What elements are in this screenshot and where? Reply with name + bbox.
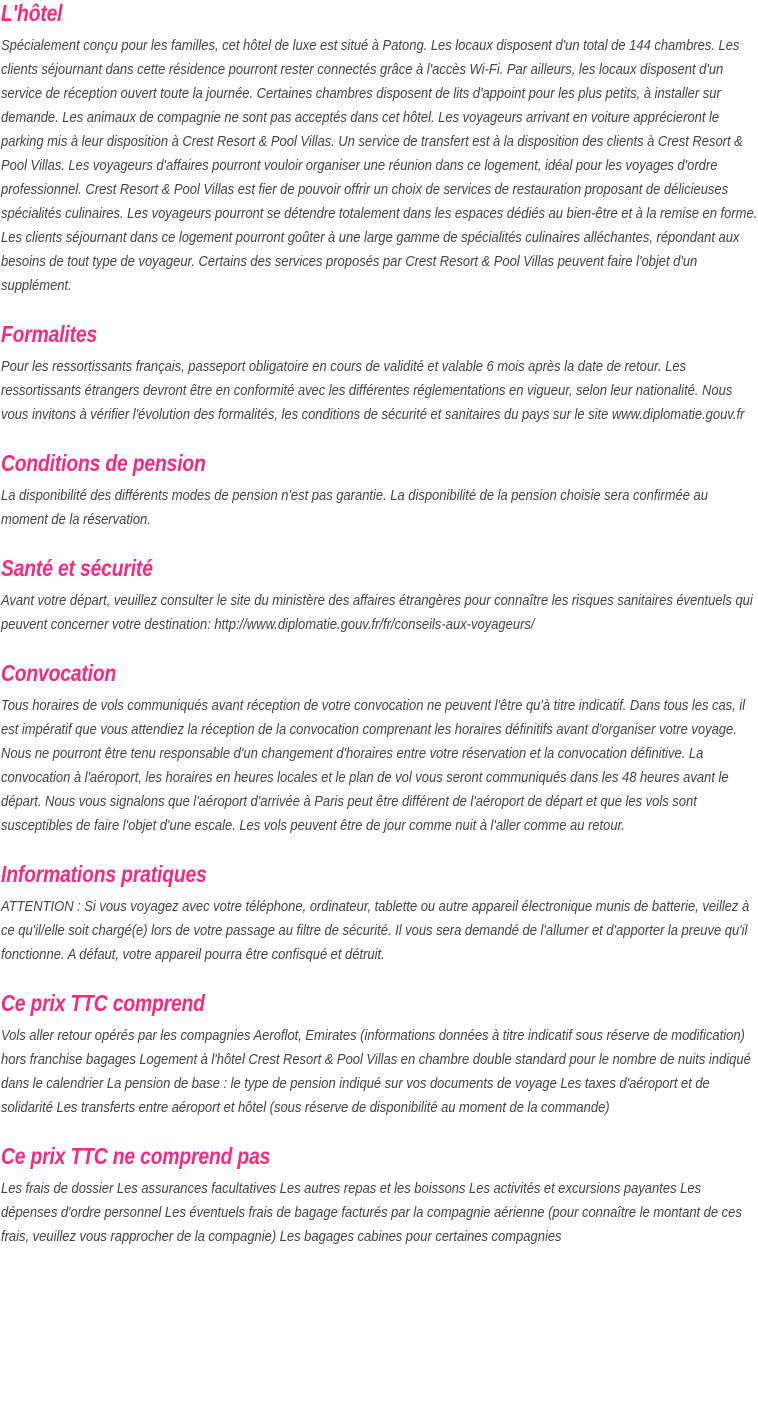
section-conditions-de-pension: [1, 450, 758, 532]
section-paragraph: La disponibilité des différents modes de pension n'est pas garantie. La disponibilité de la pension choisie sera confirmée au moment de la réservation.: [1, 487, 708, 528]
section-paragraph: Les frais de dossier Les assurances facultatives Les autres repas et les boissons Les activités et excursions payantes Les dépenses d'ordre personnel Les éventuels frais de bagage facturés par la compagnie aérienne (pour connaître le montant de ces frais, veuillez vous rapprocher de la compagnie) Les bagages cabines pour certaines compagnies: [1, 1180, 742, 1245]
section-formalites: [1, 321, 758, 427]
section-heading: Convocation: [1, 660, 117, 686]
section-heading: Ce prix TTC comprend: [1, 990, 205, 1016]
section-heading: Conditions de pension: [1, 450, 206, 476]
section-heading: Ce prix TTC ne comprend pas: [1, 1143, 271, 1169]
section-paragraph: Vols aller retour opérés par les compagnies Aeroflot, Emirates (informations données à titre indicatif sous réserve de modification) hors franchise bagages Logement à l'hôtel Crest Resort & Pool Villas en chambre double standard pour le nombre de nuits indiqué dans le calendrier La pension de base : le type de pension indiqué sur vos documents de voyage Les taxes d'aéroport et de solidarité Les transferts entre aéroport et hôtel (sous réserve de disponibilité au moment de la commande): [1, 1027, 751, 1116]
section-convocation: [1, 660, 758, 838]
section-paragraph: ATTENTION : Si vous voyagez avec votre téléphone, ordinateur, tablette ou autre appareil électronique munis de batterie, veillez à ce qu'il/elle soit chargé(e) lors de votre passage au filtre de sécurité. Il vous sera demandé de l'allumer et d'apporter la preuve qu'il fonctionne. A défaut, votre appareil pourra être confisqué et détruit.: [1, 898, 750, 963]
section-ce-prix-ttc-ne-comprend-pas: [1, 1143, 758, 1249]
section-heading: Informations pratiques: [1, 861, 207, 887]
section-paragraph: Spécialement conçu pour les familles, cet hôtel de luxe est situé à Patong. Les locaux disposent d'un total de 144 chambres. Les clients séjournant dans cette résidence pourront rester connectés grâce à l'accès Wi-Fi. Par ailleurs, les locaux disposent d'un service de réception ouvert toute la journée. Certaines chambres disposent de lits d'appoint pour les plus petits, à installer sur demande. Les animaux de compagnie ne sont pas acceptés dans cet hôtel. Les voyageurs arrivant en voiture apprécieront le parking mis à leur disposition à Crest Resort & Pool Villas. Un service de transfert est à la disposition des clients à Crest Resort & Pool Villas. Les voyageurs d'affaires pourront vouloir organiser une réunion dans ce logement, idéal pour les voyages d'ordre professionnel. Crest Resort & Pool Villas est fier de pouvoir offrir un choix de services de restauration proposant de délicieuses spécialités culinaires. Les voyageurs pourront se détendre totalement dans les espaces dédiés au bien-être et à la remise en forme. Les clients séjournant dans ce logement pourront goûter à une large gamme de spécialités culinaires alléchantes, répondant aux besoins de tout type de voyageur. Certains des services proposés par Crest Resort & Pool Villas peuvent faire l'objet d'un supplément.: [1, 37, 758, 294]
section-sante-et-securite: [1, 555, 758, 637]
section-hotel: [1, 0, 758, 298]
section-heading: Formalites: [1, 321, 98, 347]
section-heading: L'hôtel: [1, 0, 63, 26]
section-paragraph: Avant votre départ, veuillez consulter le site du ministère des affaires étrangères pour connaître les risques sanitaires éventuels qui peuvent concerner votre destination: http://www.diplomatie.gouv.fr/fr/conseils-aux-voyageurs/: [1, 592, 753, 633]
section-ce-prix-ttc-comprend: [1, 990, 758, 1120]
section-heading: Santé et sécurité: [1, 555, 153, 581]
section-paragraph: Tous horaires de vols communiqués avant réception de votre convocation ne peuvent l'être qu'à titre indicatif. Dans tous les cas, il est impératif que vous attendiez la réception de la convocation comprenant les horaires définitifs avant d'organiser votre voyage. Nous ne pourront être tenu responsable d'un changement d'horaires entre votre réservation et la convocation définitive. La convocation à l'aéroport, les horaires en heures locales et le plan de vol vous seront communiqués dans les 48 heures avant le départ. Nous vous signalons que l'aéroport d'arrivée à Paris peut être différent de l'aéroport de départ et que les vols sont susceptibles de faire l'objet d'une escale. Les vols peuvent être de jour comme nuit à l'aller comme au retour.: [1, 697, 746, 834]
section-informations-pratiques: [1, 861, 758, 967]
section-paragraph: Pour les ressortissants français, passeport obligatoire en cours de validité et valable 6 mois après la date de retour. Les ressortissants étrangers devront être en conformité avec les différentes réglementations en vigueur, selon leur nationalité. Nous vous invitons à vérifier l'évolution des formalités, les conditions de sécurité et sanitaires du pays sur le site www.diplomatie.gouv.fr: [1, 358, 745, 423]
